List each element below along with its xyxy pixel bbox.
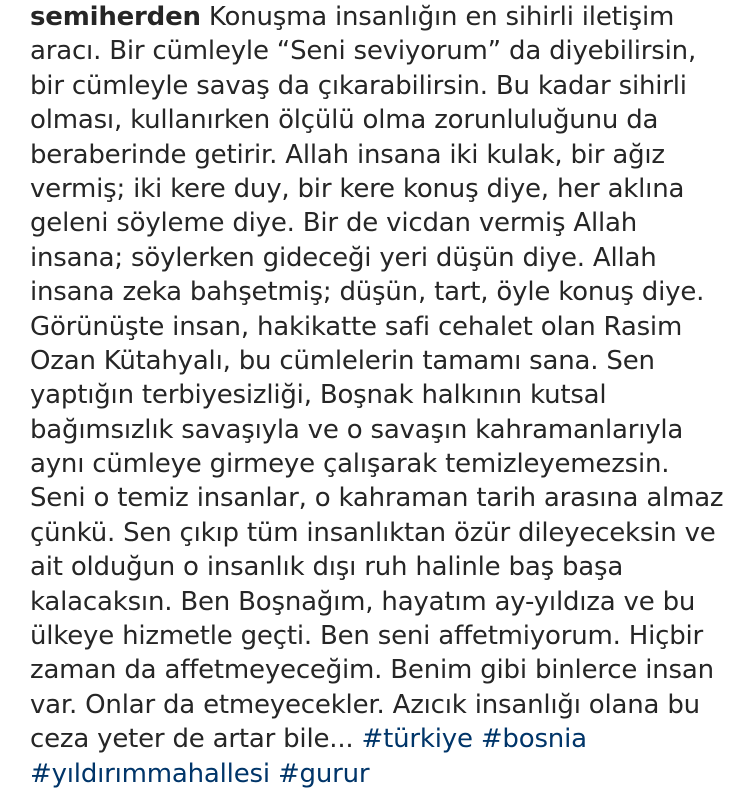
- hashtag-bosnia-link[interactable]: #bosnia: [480, 724, 587, 755]
- caption-line: Seni o temiz insanlar, o kahraman tarih arasına almaz: [30, 483, 724, 514]
- caption-line: beraberinde getirir. Allah insana iki kulak, bir ağız: [30, 139, 665, 170]
- caption-line: zaman da affetmeyeceğim. Benim gibi binlerce insan: [30, 655, 714, 686]
- caption-line: var. Onlar da etmeyecekler. Azıcık insanlığı olana bu: [30, 689, 700, 720]
- caption-text: Konuşma insanlığın en sihirli iletişim: [200, 2, 675, 32]
- caption-line: bir cümleyle savaş da çıkarabilirsin. Bu kadar sihirli: [30, 70, 687, 101]
- caption-line: [30, 757, 730, 791]
- caption-line: geleni söyleme diye. Bir de vicdan vermiş Allah: [30, 208, 638, 239]
- caption-line: bağımsızlık savaşıyla ve o savaşın kahramanlarıyla: [30, 414, 684, 445]
- post-caption: [30, 0, 730, 791]
- caption-line: yaptığın terbiyesizliği, Boşnak halkının kutsal: [30, 380, 607, 411]
- caption-line: insana zeka bahşetmiş; düşün, tart, öyle konuş diye.: [30, 277, 705, 308]
- username-link[interactable]: semiherden: [30, 2, 201, 32]
- hashtag-turkiye-link[interactable]: #türkiye: [361, 724, 473, 755]
- caption-line: Görünüşte insan, hakikatte safi cehalet olan Rasim: [30, 311, 683, 342]
- caption-line: Ozan Kütahyalı, bu cümlelerin tamamı sana. Sen: [30, 345, 655, 376]
- caption-line: ait olduğun o insanlık dışı ruh halinle baş başa: [30, 552, 624, 583]
- caption-line: çünkü. Sen çıkıp tüm insanlıktan özür dileyeceksin ve: [30, 517, 716, 548]
- caption-line: [30, 722, 730, 756]
- caption-line: aynı cümleye girmeye çalışarak temizleyemezsin.: [30, 449, 670, 480]
- caption-line: ülkeye hizmetle geçti. Ben seni affetmiyorum. Hiçbir: [30, 621, 704, 652]
- caption-line: olması, kullanırken ölçülü olma zorunluluğunu da: [30, 105, 659, 136]
- caption-line: aracı. Bir cümleyle “Seni seviyorum” da diyebilirsin,: [30, 36, 697, 67]
- hashtag-yildirimmahallesi-link[interactable]: #yıldırımmahallesi: [30, 758, 270, 789]
- caption-line: insana; söylerken gideceği yeri düşün diye. Allah: [30, 242, 657, 273]
- caption-line: kalacaksın. Ben Boşnağım, hayatım ay-yıldıza ve bu: [30, 586, 696, 617]
- caption-text: ceza yeter de artar bile...: [30, 724, 362, 755]
- hashtag-gurur-link[interactable]: #gurur: [277, 758, 370, 789]
- caption-line: vermiş; iki kere duy, bir kere konuş diye, her aklına: [30, 173, 685, 204]
- caption-line: [30, 0, 730, 34]
